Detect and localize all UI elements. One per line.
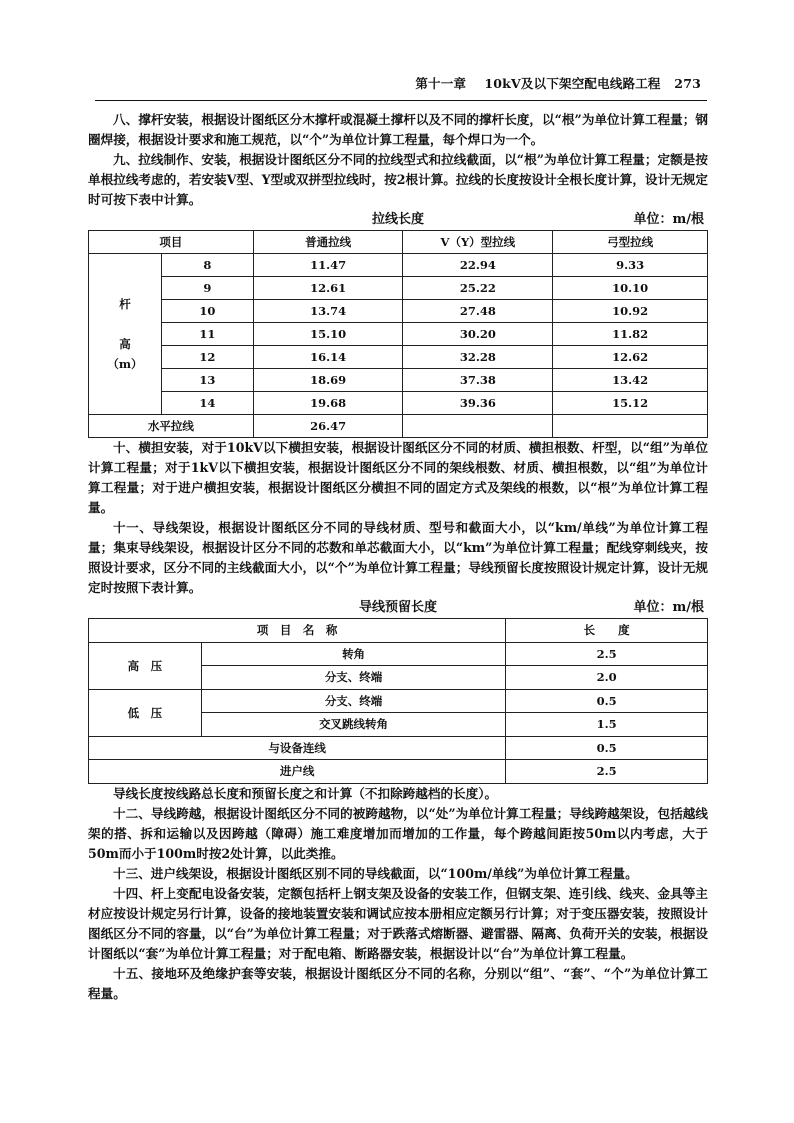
cell: 12.62 [553,346,708,369]
col-header-length: 长 度 [506,619,708,643]
col-header-normal: 普通拉线 [253,231,403,254]
high-voltage-label: 高 压 [89,642,202,689]
table2-caption-row [88,598,708,618]
cell: 分支、终端 [201,689,505,713]
chapter-label: 第十一章 [415,76,467,91]
table-row [89,300,708,323]
paragraph-9: 九、拉线制作、安装，根据设计图纸区分不同的拉线型式和拉线截面，以“根”为单位计算工程量；定额是按单根拉线考虑的，若安装V型、Y型或双拼型拉线时，按2根计算。拉线的长度按设计全根长度计算，设计无规定时可按下表中计算。 [88,152,708,207]
cell: 转角 [201,642,505,666]
cell: 15.12 [553,392,708,415]
paragraph-note: 导线长度按线路总长度和预留长度之和计算（不扣除跨越档的长度）。 [113,785,498,801]
device-connection-label: 与设备连线 [89,736,506,760]
chapter-title: 10kV及以下架空配电线路工程 [484,76,661,91]
cell: 9 [161,277,253,300]
cell: 16.14 [253,346,403,369]
horizontal-value: 26.47 [253,415,403,438]
table-header-row [89,619,708,643]
table1-unit: 单位：m/根 [633,212,704,227]
paragraph-10: 十、横担安装，对于10kV以下横担安装，根据设计图纸区分不同的材质、横担根数、杆型，以“组”为单位计算工程量；对于1kV以下横担安装，根据设计图纸区分不同的架线根数、材质、横担根数，以“组”为单位计算工程量；对于进户横担安装，根据设计图纸区分横担不同的固定方式及架线的根数，以“根”为单位计算工程量。 [88,440,708,515]
cell: 22.94 [403,254,553,277]
cell: 25.22 [403,277,553,300]
cell: 39.36 [403,392,553,415]
cell: 11 [161,323,253,346]
cell: 0.5 [506,689,708,713]
table-row [89,369,708,392]
paragraph-14: 十四、杆上变配电设备安装，定额包括杆上钢支架及设备的安装工作，但钢支架、连引线、线夹、金具等主材应按设计规定另行计算，设备的接地装置安装和调试应按本册相应定额另行计算；对于变压器安装，按照设计图纸区分不同的容量，以“台”为单位计算工程量；对于跌落式熔断器、避雷器、隔离、负荷开关的安装，根据设计图纸以“套”为单位计算工程量；对于配电箱、断路器安装，根据设计以“台”为单位计算工程量。 [88,885,708,961]
table2-unit: 单位：m/根 [633,600,704,615]
cell: 30.20 [403,323,553,346]
cell: 15.10 [253,323,403,346]
cell: 交叉跳线转角 [201,713,505,737]
cell-empty [553,415,708,438]
table-row [89,760,708,784]
col-header-item-name: 项 目 名 称 [89,619,506,643]
col-header-bow: 弓型拉线 [553,231,708,254]
cell: 1.5 [506,713,708,737]
table-row [89,277,708,300]
cell: 13.74 [253,300,403,323]
table-row [89,346,708,369]
page-header [95,74,701,100]
entry-line-value: 2.5 [506,760,708,784]
cell: 9.33 [553,254,708,277]
table-row [89,392,708,415]
cell: 8 [161,254,253,277]
page-number: 273 [674,76,701,91]
table-row [89,689,708,713]
cell: 19.68 [253,392,403,415]
horizontal-label: 水平拉线 [89,415,254,438]
entry-line-label: 进户线 [89,760,506,784]
cell: 2.0 [506,666,708,690]
cell: 11.47 [253,254,403,277]
cell: 12 [161,346,253,369]
cell: 10.10 [553,277,708,300]
table-header-row [89,231,708,254]
paragraph-15: 十五、接地环及绝缘护套等安装，根据设计图纸区分不同的名称，分别以“组”、“套”、“个”为单位计算工程量。 [88,965,708,1001]
page-body [88,110,708,1004]
col-header-item: 项目 [89,231,254,254]
cell: 14 [161,392,253,415]
cell: 10.92 [553,300,708,323]
paragraph-12: 十二、导线跨越，根据设计图纸区分不同的被跨越物，以“处”为单位计算工程量；导线跨越架设，包括越线架的搭、拆和运输以及因跨越（障碍）施工难度增加而增加的工作量，每个跨越间距按50m以内考虑，大于50m而小于100m时按2处计算，以此类推。 [88,805,708,861]
table-row-horizontal [89,415,708,438]
cell: 2.5 [506,642,708,666]
guy-wire-length-table [88,230,708,438]
table-row [89,642,708,666]
cell: 37.38 [403,369,553,392]
conductor-reserve-length-table [88,618,708,784]
col-header-vy: V（Y）型拉线 [403,231,553,254]
paragraph-11: 十一、导线架设，根据设计图纸区分不同的导线材质、型号和截面大小，以“km/单线”为单位计算工程量；集束导线架设，根据设计区分不同的芯数和单芯截面大小，以“km”为单位计算工程量；配线穿刺线夹，按照设计要求，区分不同的主线截面大小，以“个”为单位计算工程量；导线预留长度按照设计规定计算，设计无规定时按照下表计算。 [88,520,708,595]
paragraph-13: 十三、进户线架设，根据设计图纸区别不同的导线截面，以“100m/单线”为单位计算工程量。 [113,865,638,881]
cell: 10 [161,300,253,323]
cell: 分支、终端 [201,666,505,690]
table-row [89,323,708,346]
pole-height-label: 杆 高 （m） [89,254,162,415]
header-rule [95,100,707,101]
cell: 18.69 [253,369,403,392]
table2-caption: 导线预留长度 [358,600,437,615]
cell: 13 [161,369,253,392]
cell: 13.42 [553,369,708,392]
table1-caption-row [88,210,708,230]
cell-empty [403,415,553,438]
cell: 11.82 [553,323,708,346]
table1-caption: 拉线长度 [371,212,424,227]
paragraph-8: 八、撑杆安装，根据设计图纸区分木撑杆或混凝土撑杆以及不同的撑杆长度，以“根”为单位计算工程量；钢圈焊接，根据设计要求和施工规范，以“个”为单位计算工程量，每个焊口为一个。 [88,112,708,147]
cell: 12.61 [253,277,403,300]
device-connection-value: 0.5 [506,736,708,760]
low-voltage-label: 低 压 [89,689,202,736]
cell: 27.48 [403,300,553,323]
table-row [89,254,708,277]
table-row [89,736,708,760]
cell: 32.28 [403,346,553,369]
